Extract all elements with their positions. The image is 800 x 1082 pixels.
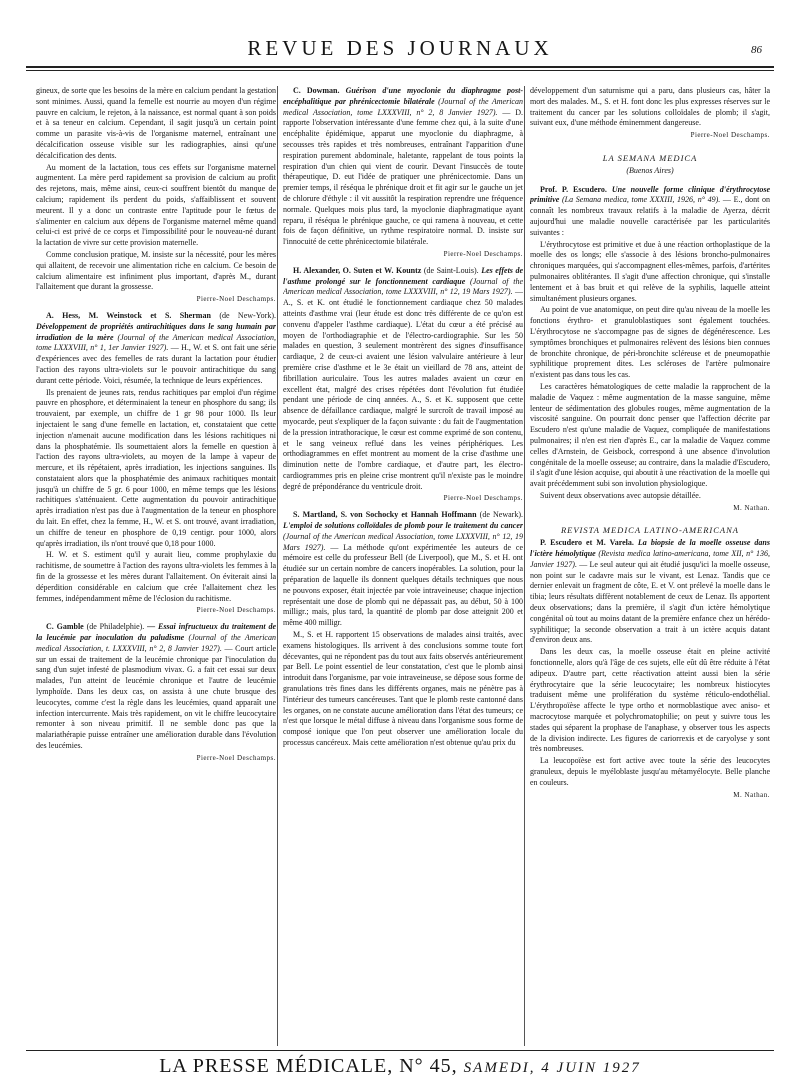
article-journal: (Journal of the American medical Association, tome LXXXVIII, n° 12, 19 Mars 1927).	[283, 276, 523, 297]
column-right	[530, 86, 770, 1048]
paragraph: Au point de vue anatomique, on peut dire qu'au niveau de la moelle les fonctions érythro- et granuloblastiques sont également touchées. L'érythrocytose ne s'accompagne pas de signes de dégénérescence. Les symptômes bronchiques et pulmonaires relèvent des lésions bien connues de bronchite chronique, de péri-bronchite scléreuse et de pneumopathie syphilitique proprement dites. Les scléroses de l'artère pulmonaire n'existent pas dans tous les cas.	[530, 305, 770, 380]
article-text: — Le seul auteur qui ait étudié jusqu'ici la moelle osseuse, non point sur le cadavre mais sur le vivant, est Lenaz. Tandis que ce dernier enlevait un fragment de côte, E. et V. ont prélevé la moelle dans le tibia; leurs résultats diffèrent notablement de ceux de Lenaz. Ils apportent deux observations; dans la première, il s'agit d'un ictère hémolytique congénital où tout au moins datant de la première enfance chez un hérédo-syphilitique; la seconde observation a trait à un ictère acquis datant d'environ deux ans.	[530, 559, 770, 645]
paragraph: L'érythrocytose est primitive et due à une réaction orthoplastique de la moelle des os longs; elle s'associe à des lésions broncho-pulmonaires chroniques marquées, qui s'accompagnent elles-mêmes, parfois, d'artérites pulmonaires oblitérantes. Il s'agit d'une affection chronique, qui s'installe lentement et à bas bruit et qui relève de la syphilis, laquelle atteint simultanément plusieurs organes.	[530, 239, 770, 303]
article-abstract	[530, 185, 770, 239]
signature: M. Nathan.	[733, 790, 770, 799]
column-middle	[283, 86, 523, 1048]
article-abstract	[283, 510, 523, 629]
signature: Pierre-Noel Deschamps.	[443, 494, 523, 503]
signature: Pierre-Noel Deschamps.	[196, 753, 276, 762]
header-rule-thick	[26, 66, 774, 68]
article-journal: (La Semana medica, tome XXXIII, 1926, n° 49).	[562, 195, 721, 205]
journal-place: (Buenos Aires)	[626, 165, 674, 175]
signature: Pierre-Noel Deschamps.	[443, 249, 523, 258]
column-left	[36, 86, 276, 1048]
article-title: — Essai infructueux du traitement de la leucémie par inoculation du paludisme	[36, 622, 276, 643]
paragraph: gineux, de sorte que les besoins de la mère en calcium pendant la gestation sont minimes. Aussi, quand la femelle est nourrie au moyen d'un régime pauvre en calcium, le rejeton, à la naissance, est normal quant à son poids et à sa teneur en calcium. Cependant, il sagit jusqu'à un certain point comme un parasite vis-à-vis de l'organisme maternel, entraînant une décalcification osseuse visible sur les radiographies, ainsi qu'une décalcification des dents.	[36, 86, 276, 160]
article-place: (de Saint-Louis).	[423, 265, 479, 275]
paragraph: Ils prenaient de jeunes rats, rendus rachitiques par emploi d'un régime pauvre en phosphore, et déterminaient la teneur en phosphore du sang; ils trouvaient, par exemple, un chiffre de 1 gr 98 pour 1000. Ils leur injectaient le sang d'une femelle en lactation, et, constataient que cette injection n'amenait aucune modification dans les lésions rachitiques ni dans la phosphatémie. Ils soumettaient alors la femelle en question à l'action des rayons ultra-violets, au moyen de la lampe à vapeur de mercure, et ils répétaient, après irradiation, les injections sanguines. Ils constataient alors que la phosphatémie des animaux rachitiques montait jusqu'à un chiffre de 5 gr. 6 pour 1000, en même temps que les lésions rachitiques s'atténuaient. Cette augmentation du pouvoir antirachitique après irradiation n'est pas due à l'augmentation de la teneur en phosphore du lait. En effet, chez la femme, H., W. et S. ont trouvé, avant irradiation, un chiffre de teneur en phosphore de 0,19 centigr. pour 1000, alors qu'après irradiation, ils n'ont trouvé que 0,18 pour 1000.	[36, 387, 276, 548]
article-place: (de New-York).	[219, 310, 276, 320]
article-abstract	[283, 86, 523, 248]
article-abstract	[36, 311, 276, 387]
column-divider	[524, 86, 525, 1046]
article-journal: (Journal of the American medical Association, tome LXXXVIII, n° 12, 19 Mars 1927).	[283, 531, 523, 552]
footer-text	[26, 1055, 774, 1078]
paragraph: Au moment de la lactation, tous ces effets sur l'organisme maternel augmentent. La mère perd rapidement sa provision de calcium au profit des rejetons, mais, même ainsi, ceux-ci souffrent bientôt du manque de calcium; rapidement ils perdent du poids, s'affaiblissent et souvent meurent. Il y a donc un contraste entre l'aptitude pour le fœtus de s'alimenter en calcium aux dépens de l'organisme maternel même quand celui-ci est privé de ce corps et l'impossibilité pour le nouveau-né durant la lactation de vivre sur cette provision maternelle.	[36, 162, 276, 248]
article-abstract	[283, 266, 523, 493]
article-place: (de Philadelphie).	[86, 622, 145, 632]
page-number: 86	[751, 44, 762, 56]
article-title: Développement de propriétés antirachitiques dans le sang humain par irradiation de la mère	[36, 321, 276, 342]
article-text: — A., S. et K. ont étudié le fonctionnement cardiaque chez 50 malades atteints d'asthme vrai (leur étude est donc très différente de ce qu'on est convenu d'appeler l'asthme cardiaque). L'état du cœur a été précisé au moyen de l'orthodiagraphie et de l'électro-cardiographie. Sur les 50 malades en question, 3 seulement montrèrent des signes d'insuffisance cardiaque, 2 de ceux-ci avaient une lésion valvulaire antérieure à leur première crise d'asthme et le 3e était un vieillard de 78 ans, atteint de fibrillation auriculaire. Tous les autres malades avaient un cœur en excellent état, malgré des crises répétées dont l'évolution fut étudiée pendant une période de cinq années. A., S. et K. supposent que cette absence de défaillance cardiaque, malgré le surcroît de travail imposé au myocarde, peut s'expliquer de la façon suivante : du fait de l'augmentation de la pression intrathoracique, le cœur est comme exprimé de son contenu, et le sang veineux reflué dans les veines périphériques. Les orthodiagrammes en effet montrent au moment de la crise d'asthme une diminution nette de l'ombre cardiaque, et d'autre part, les électro-cardiogrammes pris en pleine crise montrent qu'il n'existe pas le moindre degré de prépondérance du ventricule droit.	[283, 287, 523, 491]
header-rule-thin	[26, 70, 774, 71]
signature: Pierre-Noel Deschamps.	[196, 295, 276, 304]
paragraph: Dans les deux cas, la moelle osseuse était en pleine activité fonctionnelle, alors qu'à l'âge de ces sujets, elle eût dû être réduite à l'état adipeux. D'autre part, cette réactivation atteint aussi bien la série érythrocytaire que la série leucocytaire; les nombreux histiocytes traduisent même une prolifération du système réticulo-endothélial. L'érythropoïèse affecte le type ortho et normoblastique avec aniso- et macrocytose marquée et polychromatophilie; on peut y suivre tous les stades qui séparent la prophase de l'anaphase, y observer tous les aspects de la division indirecte. Les figures de cariorrexis et de caryolyse y sont très nombreuses.	[530, 647, 770, 754]
article-authors: S. Martland, S. von Sochocky et Hannah Hoffmann	[293, 510, 477, 520]
journal-heading: REVISTA MEDICA LATINO-AMERICANA	[560, 525, 739, 536]
signature: Pierre-Noel Deschamps.	[196, 606, 276, 615]
article-journal: (Journal of the American medical Association, tome LXXXVIII, n° 2, 8 Janvier 1927).	[283, 96, 523, 117]
article-text: — Court article sur un essai de traitement de la leucémie chronique par l'inoculation du sang d'un sujet infesté de plasmodium vivax. G. a fait cet essai sur deux malades, l'un atteint de leucémie chronique et l'autre de leucémie lymphoïde. Dans les deux cas, on assista à une chute brusque des leucocytes, comme c'est la règle dans les leucémies, quand apparaît une infection intercurrente. Mais très rapidement, on vit le chiffre leucocytaire remonter à son niveau primitif. Il ne semble donc pas que la malariathérapie puisse entraîner une amélioration durable dans l'évolution des leucémies.	[36, 643, 276, 751]
article-authors: A. Hess, M. Weinstock et S. Sherman	[46, 310, 211, 320]
article-authors: P. Escudero et M. Varela.	[540, 538, 634, 548]
journal-heading: LA SEMANA MEDICA	[602, 152, 698, 163]
article-title: Guérison d'une myoclonie du diaphragme post-encéphalitique par phrénicectomie bilatérale	[283, 86, 523, 106]
paragraph: Suivent deux observations avec autopsie détaillée.	[540, 490, 701, 500]
article-abstract	[36, 622, 276, 752]
signature: M. Nathan.	[733, 503, 770, 512]
footer-date: SAMEDI, 4 JUIN 1927	[463, 1060, 641, 1076]
article-title: L'emploi de solutions colloïdales de plomb pour le traitement du cancer	[283, 521, 523, 531]
article-title: La biopsie de la moelle osseuse dans l'ictère hémolytique	[530, 538, 770, 559]
paragraph: H. W. et S. estiment qu'il y aurait lieu, comme prophylaxie du rachitisme, de soumettre à l'action des rayons ultra-violets les femmes à la fin de la grossesse et les mères durant l'allaitement. On éviterait ainsi la déperdition considérable en calcium que crée l'allaitement chez les femmes, indépendamment même de l'éclosion du rachitisme.	[36, 550, 276, 603]
paragraph: développement d'un saturnisme qui a paru, dans plusieurs cas, hâter la mort des malades. M., S. et H. font donc les plus expresses réserves sur le traitement du cancer par les solutions colloïdales de plomb; il s'agit, suivant eux, d'une méthode éminemment dangereuse.	[530, 86, 770, 128]
article-text: — H., W. et S. ont fait une série d'expériences avec des femelles de rats durant la lactation pour étudier l'action des rayons ultra-violets sur le pouvoir antirachitique du sang durant cette période. Voici, résumée, la technique de leurs expériences.	[36, 343, 276, 385]
article-abstract	[530, 538, 770, 646]
running-title: REVUE DES JOURNAUX	[247, 36, 553, 60]
signature: Pierre-Noel Deschamps.	[690, 131, 770, 140]
article-title: Les effets de l'asthme prolongé sur le fonctionnement cardiaque	[283, 265, 523, 286]
article-journal: (Journal of the American medical Association, tome LXXXVIII, n° 1, 1er Janvier 1927).	[36, 332, 276, 353]
article-authors: C. Gamble	[46, 622, 84, 632]
paragraph: Comme conclusion pratique, M. insiste sur la nécessité, pour les mères qui allaitent, de recevoir une alimentation riche en calcium. Ce besoin de calcium alimentaire est infiniment plus important, d'après M., durant l'allaitement que durant la grossesse.	[36, 249, 276, 292]
paragraph: M., S. et H. rapportent 15 observations de malades ainsi traités, avec examens histologiques. Ils arrivent à des conclusions somme toute fort décevantes, qui ne répondent pas du tout aux faits observés antérieurement par Bell. Le point essentiel de leur constatation, c'est que le plomb ainsi introduit dans l'organisme, par voie intraveineuse, se dépose sous forme de granulations très fines dans les différents organes, mais ne pénètre pas à l'intérieur des tumeurs cancéreuses. Tant que le plomb reste cantonné dans les organes, on ne constate aucune amélioration dans l'état des tumeurs; ce n'est que lorsque le métal diffuse à niveau dans l'organisme sous forme de composé ionique que l'on peut observer une amélioration locale du processus cancéreux. Mais cette amélioration n'est obtenue qu'au prix du	[283, 630, 523, 748]
article-text: — La méthode qu'ont expérimentée les auteurs de ce mémoire est celle du professeur Bell (de Liverpool), que M., S. et H. ont étudiée sur un certain nombre de cancers inopérables. La solution, pour la préparation de laquelle ils donnent quelques détails techniques que nous ne pouvons exposer, était injectée par voie intraveineuse; chaque injection représentait une dose de plomb qui ne dépassait pas, au début, 50 à 100 milligr.; mais, plus tard, la quantité de plomb par dose atteignit 200 et même 400 milligr.	[283, 542, 523, 628]
page-footer	[26, 1050, 774, 1078]
article-text: — E., dont on connaît les nombreux travaux relatifs à la maladie de Ayerza, décrit aujourd'hui une maladie nouvelle caractérisée par les particularités suivantes :	[530, 195, 770, 237]
article-title: Une nouvelle forme clinique d'érythrocytose primitive	[530, 184, 770, 205]
article-authors: Prof. P. Escudero.	[540, 184, 607, 194]
paragraph: La leucopoïèse est fort active avec toute la série des leucocytes granuleux, depuis le myéloblaste jusqu'au métamyélocyte. Belle planche en couleurs.	[530, 756, 770, 787]
article-journal: (Revista medica latino-americana, tome XII, n° 136, Janvier 1927).	[530, 549, 770, 569]
article-authors: C. Dowman.	[293, 86, 340, 95]
footer-rule	[26, 1050, 774, 1051]
article-text: — D. rapporte l'observation intéressante d'une femme chez qui, à la suite d'une encéphalite épidémique, apparut une myoclonie du diaphragme, à secousses très rapides et très nombreuses, entraînant l'apparition d'une respiration purement abdominale, haletante, rappelant de tous points la respiration d'un chien qui vient de courir. Devant l'insuccès de toute thérapeutique, D. eut l'idée de pratiquer une phrénicectomie. Dans un premier temps, il réséqua le phrénique droit et fit agir sur le gauche un jet de chlorure d'éthyle : il vit aussitôt la respiration reprendre une fréquence normale. Quelques mois plus tard, la myoclonie diaphragmatique ayant reparu, il réséqua le phrénique gauche, ce qui ramena à nouveau, et cette fois de façon définitive, un rythme respiratoire normal. D. insiste sur l'innocuité de cette phrénicectomie bilatérale.	[283, 107, 523, 247]
column-divider	[277, 86, 278, 1046]
paragraph: Les caractères hématologiques de cette maladie la rapprochent de la maladie de Vaquez : même augmentation de la masse sanguine, même lenteur de sédimentation des globules rouges, même augmentation de la viscosité sanguine. On pourrait donc penser que l'affection décrite par Escudero n'est qu'une maladie de Vaquez, compliquée de manifestations pulmonaires; il n'en est rien d'après E., car la maladie de Vaquez comme celles d'Arnstein, de Geisbock, correspond à une absence d'involution congénitale de la moelle osseuse; au contraire, dans la maladie d'Escudero, il s'agit d'une lésion acquise, qui aboutit à une réactivation de la moelle qui avait précédemment subi son involution physiologique.	[530, 381, 770, 489]
footer-journal: LA PRESSE MÉDICALE, N° 45,	[159, 1055, 458, 1077]
article-place: (de Newark).	[479, 510, 523, 520]
article-authors: H. Alexander, O. Suten et W. Kountz	[293, 265, 422, 275]
article-journal: (Journal of the American medical Association, t. LXXXVIII, n° 2, 8 Janvier 1927).	[36, 633, 276, 653]
page-header	[26, 30, 774, 74]
